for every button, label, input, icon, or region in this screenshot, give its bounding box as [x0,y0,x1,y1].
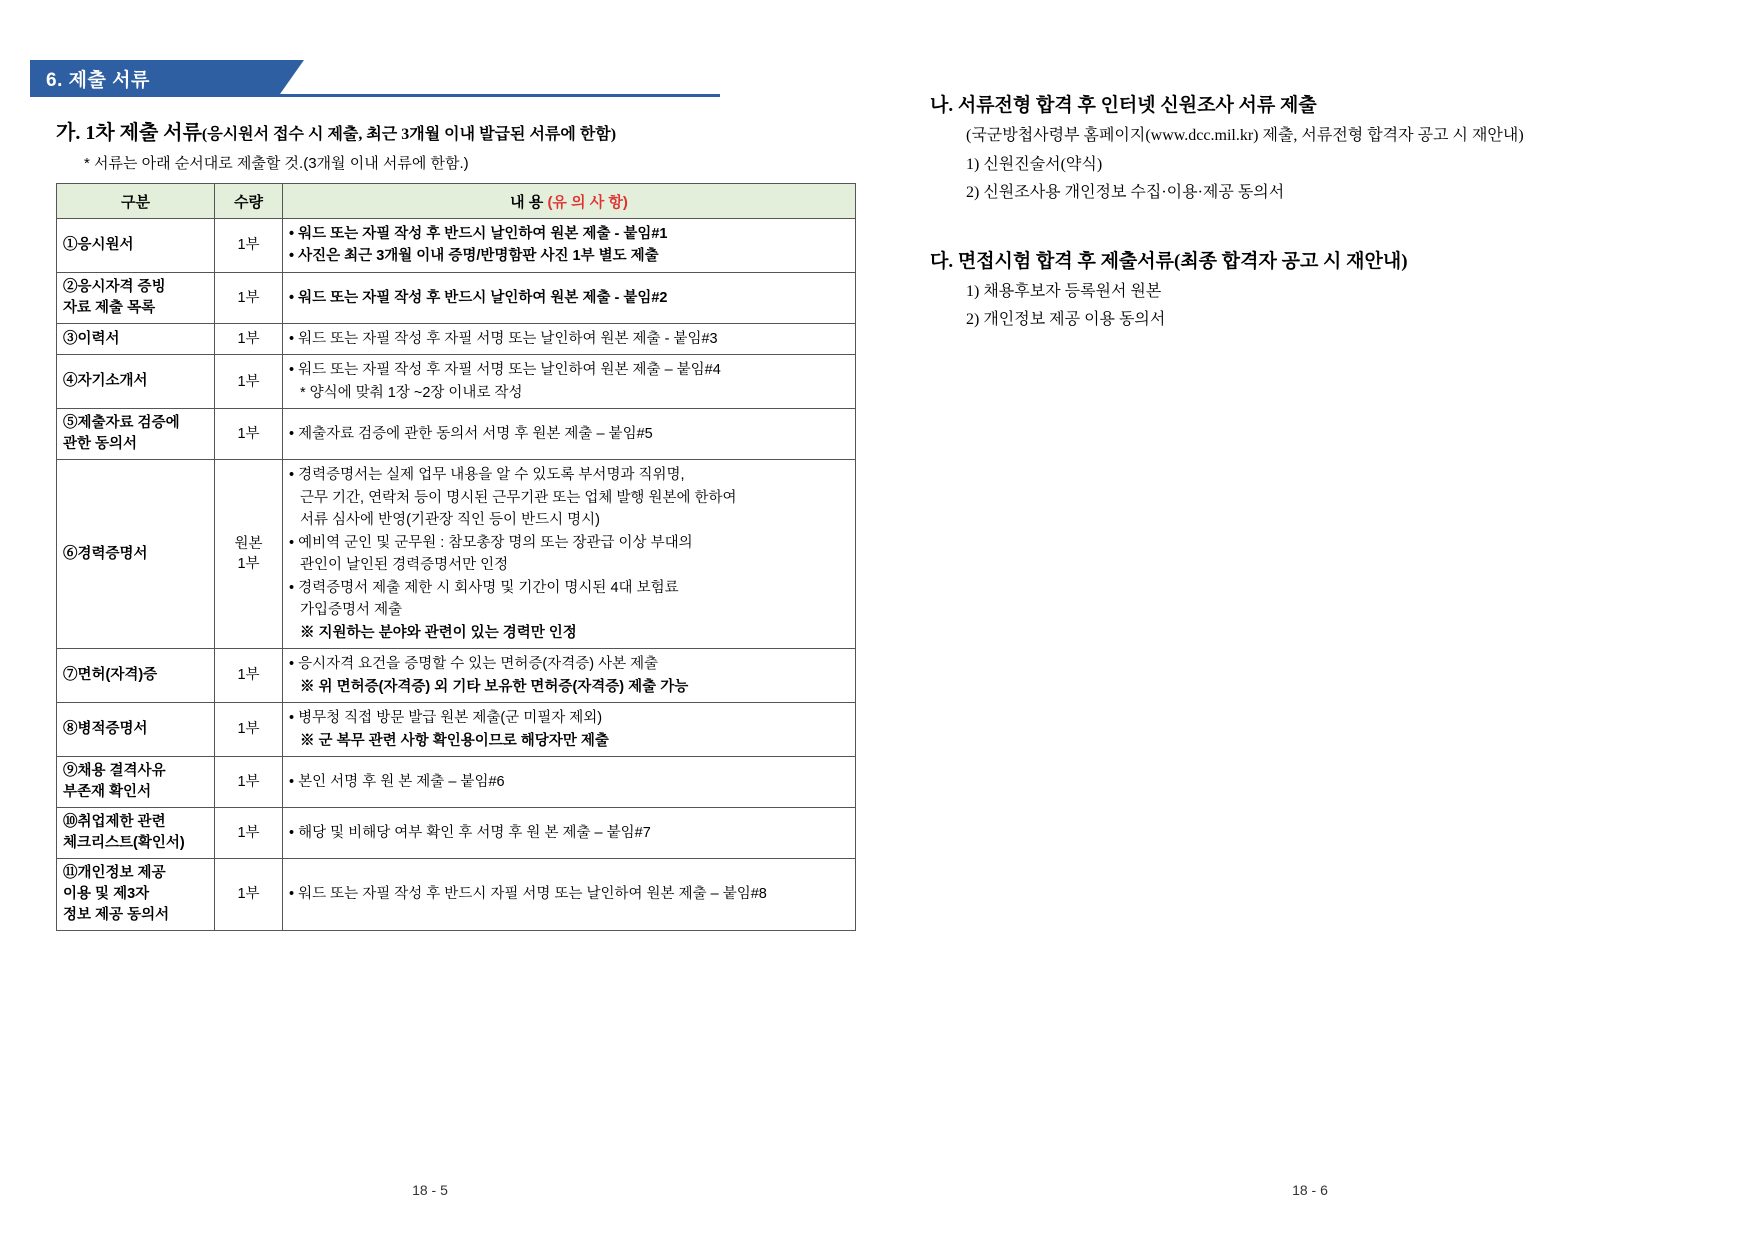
subsection-parenthetical: (응시원서 접수 시 제출, 최근 3개월 이내 발급된 서류에 한함) [201,126,617,143]
table-row [57,355,856,409]
table-row [57,703,856,757]
table-row [57,649,856,703]
right-section-heading: 다. 면접시험 합격 후 제출서류(최종 합격자 공고 시 재안내) [930,250,1408,272]
content-bullet: • 워드 또는 자필 작성 후 반드시 자필 서명 또는 날인하여 원본 제출 – 붙임#8 [289,886,767,903]
required-documents-table [56,183,856,931]
cell-content [283,323,856,354]
content-bullet: • 병무청 직접 방문 발급 원본 제출(군 미필자 제외) [289,710,603,727]
cell-category-line: ①응시원서 [63,236,134,253]
table-row [57,808,856,859]
cell-category-line: ④자기소개서 [63,373,148,390]
right-section-item: 2) 신원조사용 개인정보 수집·이용·제공 동의서 [966,184,1285,202]
cell-category [57,649,215,703]
cell-content [283,859,856,931]
banner-underline [30,94,720,97]
right-section-block [930,90,1690,206]
cell-quantity-line: 1부 [237,289,260,306]
cell-quantity-line: 1부 [237,556,260,573]
page-footer-left: 18 - 5 [412,1182,448,1198]
subsection-heading-ga [56,116,850,145]
table-row [57,219,856,273]
cell-category [57,323,215,354]
col-header-caution-text: (유 의 사 항) [547,193,628,211]
section-banner [30,60,310,94]
cell-quantity-line: 1부 [237,237,260,254]
cell-category-line: ⑥경력증명서 [63,545,148,562]
right-section-heading: 나. 서류전형 합격 후 인터넷 신원조사 서류 제출 [930,95,1317,116]
content-subline: ※ 지원하는 분야와 관련이 있는 경력만 인정 [300,624,577,641]
content-bullet: • 워드 또는 자필 작성 후 자필 서명 또는 날인하여 원본 제출 - 붙임#3 [289,330,718,347]
cell-category-line: ⑪개인정보 제공 [63,865,166,882]
cell-category [57,355,215,409]
cell-quantity [215,272,283,323]
cell-category [57,409,215,460]
right-section-item: 1) 채용후보자 등록원서 원본 [966,282,1162,300]
page-footer-right: 18 - 6 [1292,1182,1328,1198]
cell-category-line: 이용 및 제3자 [63,886,150,903]
content-bullet: • 본인 서명 후 원 본 제출 – 붙임#6 [289,773,505,790]
cell-category-line: ③이력서 [63,330,120,347]
right-section-block [930,246,1690,333]
cell-category [57,703,215,757]
cell-content [283,460,856,649]
content-bullet: • 경력증명서는 실제 업무 내용을 알 수 있도록 부서명과 직위명, [289,467,685,484]
cell-content [283,219,856,273]
cell-category-line: ⑦면허(자격)증 [63,667,158,684]
cell-category-line: ⑩취업제한 관련 [63,814,166,831]
content-subline: * 양식에 맞춰 1장 ~2장 이내로 작성 [300,384,523,401]
cell-content [283,703,856,757]
cell-content [283,355,856,409]
content-bullet: • 해당 및 비해당 여부 확인 후 서명 후 원 본 제출 – 붙임#7 [289,824,651,841]
cell-category [57,859,215,931]
table-body [57,219,856,931]
cell-quantity [215,323,283,354]
table-row [57,409,856,460]
content-bullet: • 사진은 최근 3개월 이내 증명/반명함판 사진 1부 별도 제출 [289,248,659,265]
cell-category-line: ⑤제출자료 검증에 [63,415,180,432]
content-subline: ※ 군 복무 관련 사항 확인용이므로 해당자만 제출 [300,732,609,749]
cell-quantity [215,703,283,757]
content-subline: ※ 위 면허증(자격증) 외 기타 보유한 면허증(자격증) 제출 가능 [300,678,689,695]
cell-quantity [215,808,283,859]
cell-quantity [215,409,283,460]
cell-quantity-line: 1부 [237,773,260,790]
cell-category-line: 부존재 확인서 [63,784,152,801]
cell-content [283,272,856,323]
table-row [57,757,856,808]
cell-content [283,808,856,859]
content-subline: 가입증명서 제출 [300,602,403,619]
content-bullet: • 워드 또는 자필 작성 후 반드시 날인하여 원본 제출 - 붙임#2 [289,289,668,306]
right-column [930,90,1690,373]
cell-quantity [215,757,283,808]
col-header-category: 구분 [57,184,215,219]
cell-content [283,409,856,460]
cell-category [57,272,215,323]
content-bullet: • 워드 또는 자필 작성 후 자필 서명 또는 날인하여 원본 제출 – 붙임#4 [289,362,721,379]
right-section-item: 2) 개인정보 제공 이용 동의서 [966,311,1166,329]
subsection-label: 가. 1차 제출 서류 [56,122,202,144]
content-bullet: • 경력증명서 제출 제한 시 회사명 및 기간이 명시된 4대 보험료 [289,579,679,596]
table-row [57,323,856,354]
content-subline: 관인이 날인된 경력증명서만 인정 [300,557,509,574]
content-bullet: • 예비역 군인 및 군무원 : 참모총장 명의 또는 장관급 이상 부대의 [289,534,693,551]
cell-quantity-line: 1부 [237,331,260,348]
cell-quantity [215,859,283,931]
submission-order-note: * 서류는 아래 순서대로 제출할 것.(3개월 이내 서류에 한함.) [84,155,469,172]
content-bullet: • 제출자료 검증에 관한 동의서 서명 후 원본 제출 – 붙임#5 [289,426,653,443]
cell-quantity [215,649,283,703]
right-blocks [930,90,1690,333]
cell-quantity [215,460,283,649]
cell-quantity-line: 1부 [237,824,260,841]
cell-quantity-line: 1부 [237,886,260,903]
table-row [57,272,856,323]
cell-quantity [215,219,283,273]
cell-category [57,460,215,649]
table-row [57,859,856,931]
cell-category-line: 자료 제출 목록 [63,299,156,316]
cell-content [283,757,856,808]
cell-category-line: 정보 제공 동의서 [63,907,170,924]
col-header-quantity: 수량 [215,184,283,219]
content-subline: 근무 기간, 연락처 등이 명시된 근무기관 또는 업체 발행 원본에 한하여 [300,489,737,506]
content-bullet: • 워드 또는 자필 작성 후 반드시 날인하여 원본 제출 - 붙임#1 [289,226,668,242]
cell-category-line: ②응시자격 증빙 [63,278,166,295]
section-banner-title: 6. 제출 서류 [46,70,150,91]
cell-quantity-line: 1부 [237,721,260,738]
right-section-item: 1) 신원진술서(약식) [966,155,1103,173]
content-subline: 서류 심사에 반영(기관장 직인 등이 반드시 명시) [300,512,600,529]
cell-quantity-line: 1부 [237,426,260,443]
right-section-subnote: (국군방첩사령부 홈페이지(www.dcc.mil.kr) 제출, 서류전형 합격자 공고 시 재안내) [966,127,1524,144]
cell-quantity-line: 원본 [234,535,263,552]
cell-category [57,808,215,859]
cell-category-line: 관한 동의서 [63,436,138,453]
cell-quantity-line: 1부 [237,667,260,684]
cell-category-line: ⑨채용 결격사유 [63,763,166,780]
cell-category-line: 체크리스트(확인서) [63,835,185,852]
col-header-content [283,184,856,219]
table-header-row [57,184,856,219]
cell-quantity-line: 1부 [237,373,260,390]
cell-content [283,649,856,703]
col-header-content-text: 내 용 [510,193,548,211]
cell-category [57,219,215,273]
content-bullet: • 응시자격 요건을 증명할 수 있는 면허증(자격증) 사본 제출 [289,656,659,673]
cell-category-line: ⑧병적증명서 [63,721,148,738]
cell-quantity [215,355,283,409]
table-row [57,460,856,649]
cell-category [57,757,215,808]
left-column [30,60,850,931]
